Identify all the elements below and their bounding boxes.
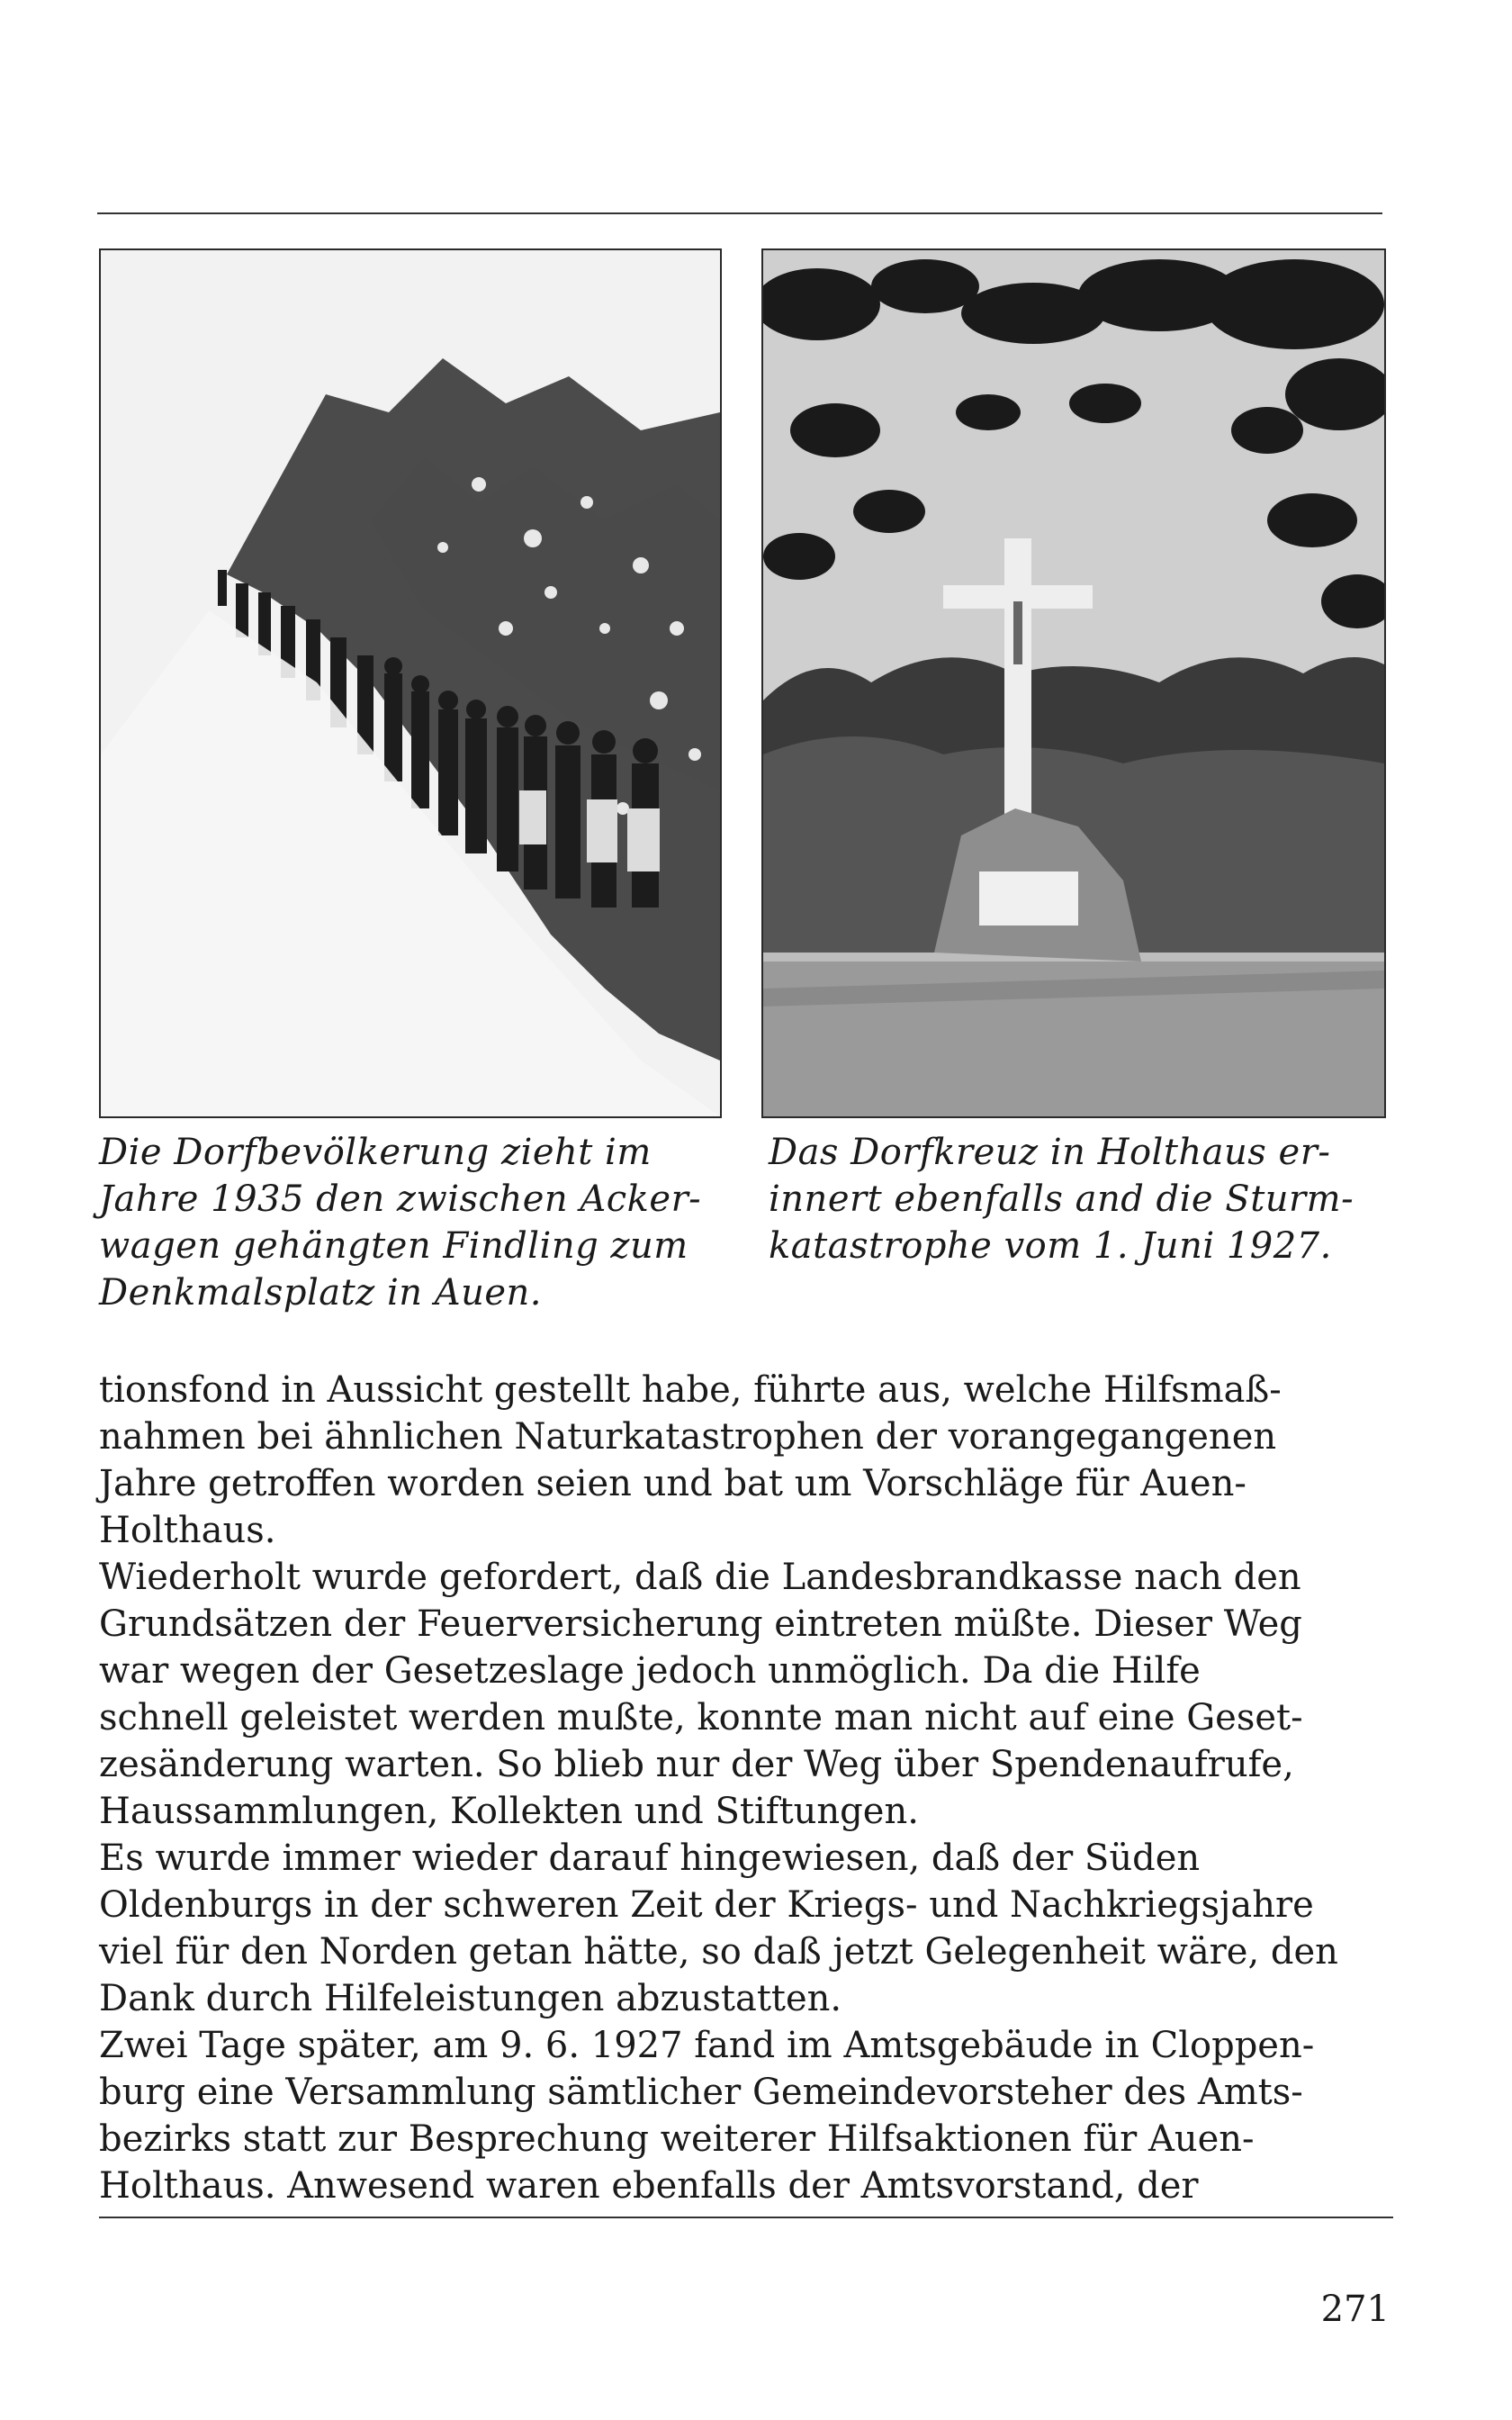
caption-line: Die Dorfbevölkerung zieht im (99, 1132, 652, 1173)
body-line: Oldenburgs in der schweren Zeit der Kriegs- und Nachkriegsjahre (99, 1884, 1314, 1926)
body-line: Holthaus. (99, 1510, 276, 1551)
body-line: Haussammlungen, Kollekten und Stiftungen. (99, 1791, 919, 1832)
caption-line: wagen gehängten Findling zum (99, 1225, 688, 1267)
village-cross-photo (761, 248, 1386, 1118)
procession-photo (99, 248, 722, 1118)
body-line: Es wurde immer wieder darauf hingewiesen, daß der Süden (99, 1838, 1201, 1879)
left-photo-caption (99, 1129, 701, 1316)
bottom-rule (99, 2217, 1393, 2218)
body-line: Grundsätzen der Feuerversicherung eintreten müßte. Dieser Weg (99, 1603, 1302, 1645)
body-line: zesänderung warten. So blieb nur der Weg über Spendenaufrufe, (99, 1744, 1294, 1785)
body-line: nahmen bei ähnlichen Naturkatastrophen der vorangegangenen (99, 1416, 1277, 1458)
body-line: tionsfond in Aussicht gestellt habe, führte aus, welche Hilfsmaß- (99, 1369, 1282, 1411)
body-line: bezirks statt zur Besprechung weiterer Hilfsaktionen für Auen- (99, 2118, 1255, 2160)
body-line: schnell geleistet werden mußte, konnte man nicht auf eine Geset- (99, 1697, 1303, 1738)
body-line: Wiederholt wurde gefordert, daß die Landesbrandkasse nach den (99, 1557, 1301, 1598)
caption-line: katastrophe vom 1. Juni 1927. (769, 1225, 1332, 1267)
caption-line: Jahre 1935 den zwischen Acker- (99, 1178, 702, 1220)
body-line: Jahre getroffen worden seien und bat um Vorschläge für Auen- (99, 1463, 1246, 1504)
right-photo-caption (769, 1129, 1354, 1269)
page-number: 271 (1320, 2289, 1390, 2330)
body-line: viel für den Norden getan hätte, so daß jetzt Gelegenheit wäre, den (99, 1931, 1338, 1973)
top-rule (97, 212, 1382, 214)
caption-line: Das Dorfkreuz in Holthaus er- (769, 1132, 1331, 1173)
caption-line: Denkmalsplatz in Auen. (99, 1272, 543, 1314)
body-line: war wegen der Gesetzeslage jedoch unmöglich. Da die Hilfe (99, 1650, 1201, 1692)
body-line: Zwei Tage später, am 9. 6. 1927 fand im Amtsgebäude in Cloppen- (99, 2025, 1315, 2066)
body-line: burg eine Versammlung sämtlicher Gemeindevorsteher des Amts- (99, 2072, 1303, 2113)
body-line: Holthaus. Anwesend waren ebenfalls der Amtsvorstand, der (99, 2165, 1199, 2207)
caption-line: innert ebenfalls and die Sturm- (769, 1178, 1354, 1220)
body-text (99, 1367, 1393, 2209)
body-line: Dank durch Hilfeleistungen abzustatten. (99, 1978, 842, 2019)
